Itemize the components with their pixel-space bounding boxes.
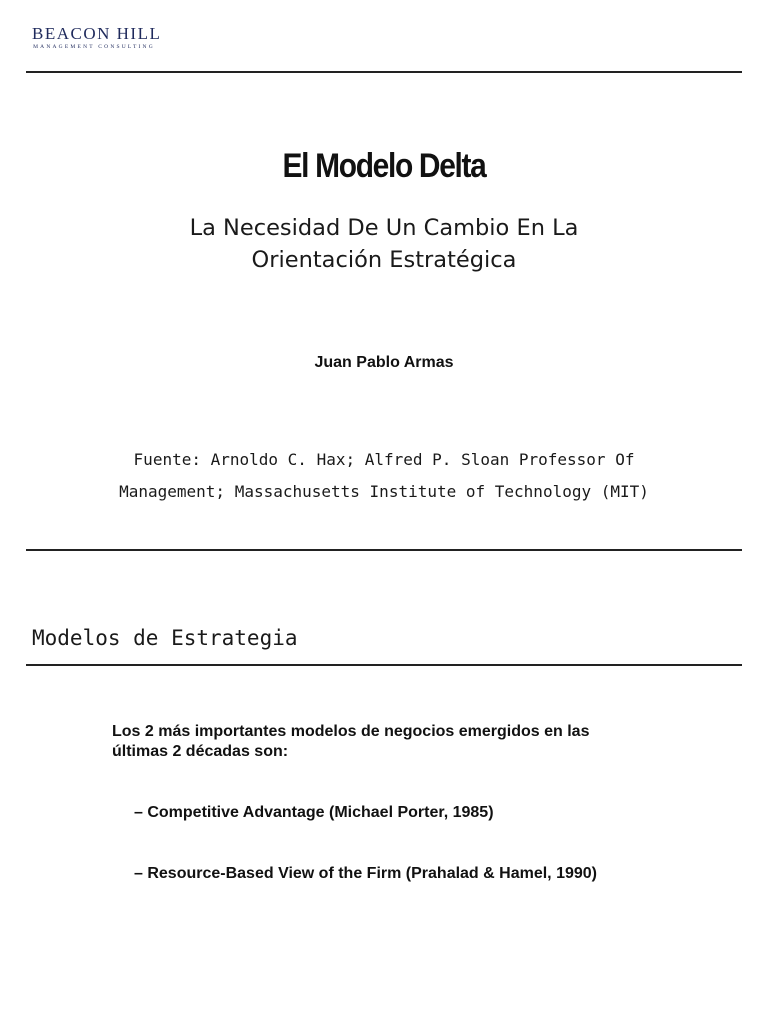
- author-name: Juan Pablo Armas: [314, 354, 454, 371]
- section-heading: Modelos de Estrategia: [32, 626, 298, 650]
- cover-subtitle-line-2: Orientación Estratégica: [251, 247, 517, 273]
- source-citation: [0, 444, 768, 508]
- section-divider: [26, 664, 742, 666]
- source-line-2: Management; Massachusetts Institute of Technology (MIT): [119, 482, 649, 501]
- bullet-item: – Competitive Advantage (Michael Porter, 1985): [134, 804, 494, 821]
- beacon-hill-logo: [32, 24, 162, 51]
- top-divider: [26, 71, 742, 73]
- cover-title: El Modelo Delta: [282, 147, 486, 185]
- cover-subtitle: [0, 212, 768, 276]
- logo-tagline: MANAGEMENT CONSULTING: [33, 44, 155, 50]
- logo-wordmark: BEACON HILL: [32, 24, 162, 43]
- cover-subtitle-line-1: La Necesidad De Un Cambio En La: [189, 215, 579, 241]
- middle-divider: [26, 549, 742, 551]
- source-line-1: Fuente: Arnoldo C. Hax; Alfred P. Sloan Professor Of: [133, 450, 635, 469]
- intro-line-1: Los 2 más importantes modelos de negocios emergidos en las: [112, 723, 590, 740]
- bullet-item: – Resource-Based View of the Firm (Prahalad & Hamel, 1990): [134, 865, 597, 882]
- intro-line-2: últimas 2 décadas son:: [112, 743, 289, 760]
- intro-paragraph: [112, 722, 642, 762]
